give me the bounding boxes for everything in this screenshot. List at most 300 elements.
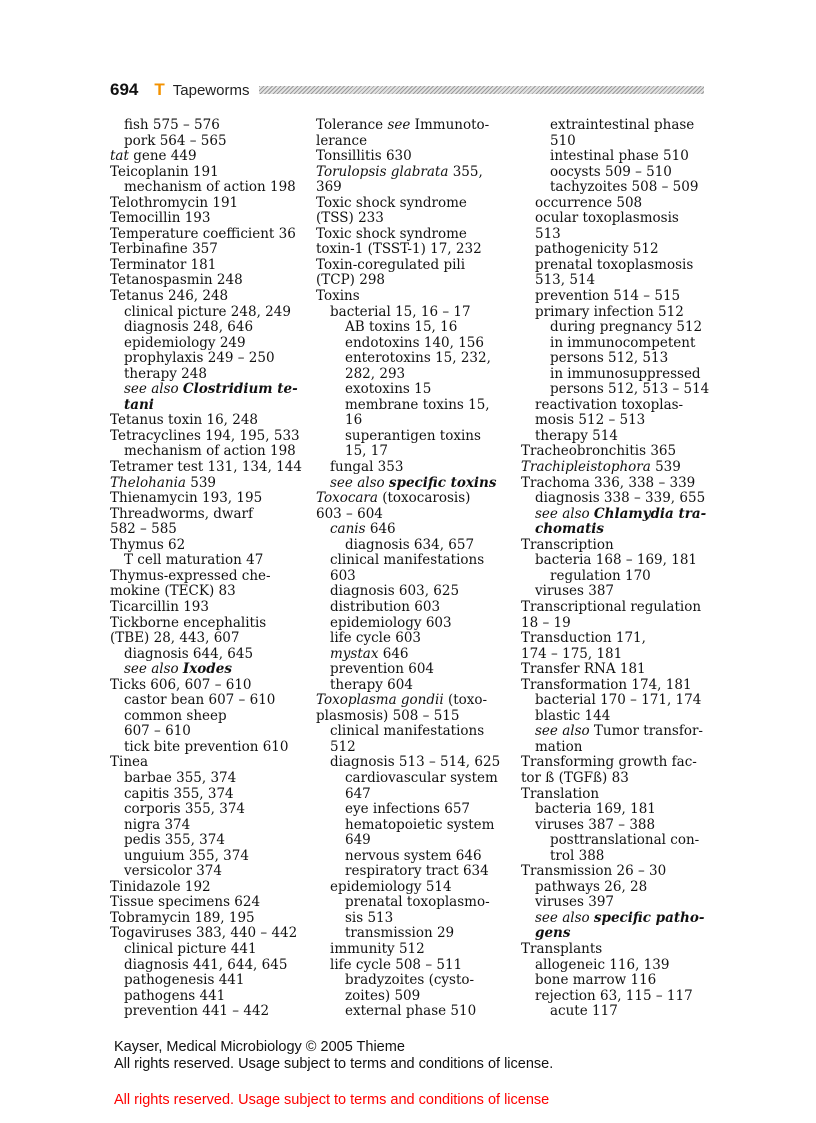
index-entry bbox=[316, 678, 500, 694]
index-entry-text: bone marrow 116 bbox=[535, 972, 657, 989]
index-entry-text: pedis 355, 374 bbox=[124, 832, 225, 849]
index-entry-text: Clostridium te- bbox=[182, 381, 298, 398]
index-entry-text: Tickborne encephalitis bbox=[110, 614, 267, 631]
index-entry bbox=[316, 149, 500, 165]
index-entry-text: prophylaxis 249 – 250 bbox=[124, 350, 275, 367]
index-entry bbox=[521, 553, 709, 569]
index-entry bbox=[316, 942, 500, 958]
index-entry bbox=[110, 864, 302, 880]
index-entry-text: prevention 604 bbox=[330, 661, 435, 678]
index-entry bbox=[316, 1004, 500, 1020]
index-entry bbox=[521, 724, 709, 740]
index-entry bbox=[521, 134, 709, 150]
index-entry bbox=[521, 336, 709, 352]
index-entry bbox=[316, 958, 500, 974]
index-entry-text: Tracheobronchitis 365 bbox=[521, 443, 677, 460]
index-entry-text: 646 bbox=[365, 521, 396, 538]
index-entry bbox=[110, 227, 302, 243]
index-entry bbox=[110, 709, 302, 725]
index-entry-text: 603 bbox=[330, 567, 356, 584]
index-entry-text: occurrence 508 bbox=[535, 194, 643, 211]
index-entry-text: ocular toxoplasmosis bbox=[535, 210, 679, 227]
index-entry-text: mation bbox=[535, 738, 583, 755]
index-entry-text: Transfer RNA 181 bbox=[521, 661, 646, 678]
index-entry bbox=[110, 444, 302, 460]
index-entry-text: Chlamydia tra- bbox=[593, 505, 707, 522]
index-entry bbox=[316, 429, 500, 445]
section-letter: T bbox=[154, 80, 165, 99]
index-entry bbox=[110, 491, 302, 507]
index-entry-text: rejection 63, 115 – 117 bbox=[535, 987, 693, 1004]
index-entry-text: Tetanus toxin 16, 248 bbox=[110, 412, 259, 429]
index-entry-text: canis bbox=[330, 521, 366, 538]
index-entry bbox=[521, 398, 709, 414]
index-entry-text: in immunosuppressed bbox=[550, 365, 701, 382]
index-entry bbox=[316, 351, 500, 367]
index-entry bbox=[316, 662, 500, 678]
index-entry-text: bacteria 168 – 169, 181 bbox=[535, 552, 697, 569]
index-entry bbox=[316, 600, 500, 616]
index-entry-text: mechanism of action 198 bbox=[124, 179, 296, 196]
index-entry-text: 582 – 585 bbox=[110, 521, 177, 538]
index-entry bbox=[110, 647, 302, 663]
index-entry bbox=[110, 616, 302, 632]
index-entry bbox=[110, 724, 302, 740]
index-entry-text: Tetanospasmin 248 bbox=[110, 272, 243, 289]
index-entry bbox=[110, 678, 302, 694]
index-entry bbox=[521, 958, 709, 974]
index-entry-text: plasmosis) 508 – 515 bbox=[316, 707, 460, 724]
index-entry-text: nervous system 646 bbox=[345, 847, 482, 864]
index-entry bbox=[316, 818, 500, 834]
index-entry bbox=[316, 538, 500, 554]
index-entry-text: Ixodes bbox=[182, 661, 232, 678]
index-entry bbox=[521, 507, 709, 523]
index-entry-text: barbae 355, 374 bbox=[124, 769, 237, 786]
index-entry bbox=[316, 926, 500, 942]
index-entry bbox=[316, 273, 500, 289]
index-entry-text: 607 – 610 bbox=[124, 723, 191, 740]
index-entry-text: fish 575 – 576 bbox=[124, 117, 220, 133]
index-entry-text: AB toxins 15, 16 bbox=[345, 319, 458, 336]
index-entry-text: immunity 512 bbox=[330, 940, 425, 957]
index-entry bbox=[316, 740, 500, 756]
index-entry bbox=[110, 413, 302, 429]
index-entry-text: see also bbox=[124, 661, 183, 678]
index-entry-text: pathogens 441 bbox=[124, 987, 226, 1004]
index-entry-text: 16 bbox=[345, 412, 363, 429]
index-entry-text: posttranslational con- bbox=[550, 832, 700, 849]
footer-line-2: All rights reserved. Usage subject to terms and conditions of license. bbox=[114, 1056, 554, 1072]
index-entry-text: 513 bbox=[535, 225, 561, 242]
index-entry-text: mokine (TECK) 83 bbox=[110, 583, 236, 600]
index-entry bbox=[110, 289, 302, 305]
index-entry bbox=[110, 553, 302, 569]
index-entry-text: Tinea bbox=[110, 754, 149, 771]
index-entry-text: mystax bbox=[330, 645, 379, 662]
index-entry-text: Tinidazole 192 bbox=[110, 878, 211, 895]
index-entry bbox=[110, 305, 302, 321]
index-entry-text: clinical picture 248, 249 bbox=[124, 303, 291, 320]
index-entry bbox=[521, 631, 709, 647]
index-entry bbox=[521, 242, 709, 258]
index-entry bbox=[316, 491, 500, 507]
index-entry-text: oocysts 509 – 510 bbox=[550, 163, 672, 180]
index-entry bbox=[110, 693, 302, 709]
index-entry-text: 539 bbox=[650, 459, 681, 476]
index-entry-text: 603 – 604 bbox=[316, 505, 383, 522]
index-entry-text: Transforming growth fac- bbox=[521, 754, 697, 771]
page-header bbox=[110, 79, 704, 101]
index-entry-text: viruses 397 bbox=[535, 894, 614, 911]
index-entry bbox=[521, 895, 709, 911]
index-entry bbox=[521, 911, 709, 927]
index-entry bbox=[110, 569, 302, 585]
index-entry-text: specific toxins bbox=[388, 474, 497, 491]
index-entry-text: exotoxins 15 bbox=[345, 381, 432, 398]
index-entry bbox=[316, 258, 500, 274]
index-entry bbox=[316, 755, 500, 771]
index-entry bbox=[316, 973, 500, 989]
index-entry-text: common sheep bbox=[124, 707, 227, 724]
index-entry bbox=[110, 320, 302, 336]
index-entry bbox=[316, 118, 500, 134]
index-entry-text: viruses 387 – 388 bbox=[535, 816, 656, 833]
index-entry bbox=[316, 631, 500, 647]
index-entry-text: Translation bbox=[521, 785, 600, 802]
page-number: 694 bbox=[110, 80, 139, 99]
index-entry bbox=[521, 864, 709, 880]
index-entry-text: 513, 514 bbox=[535, 272, 596, 289]
index-entry bbox=[521, 320, 709, 336]
index-entry-text: gene 449 bbox=[128, 148, 197, 165]
index-entry-text: toxin-1 (TSST-1) 17, 232 bbox=[316, 241, 482, 258]
index-entry-text: Terminator 181 bbox=[110, 256, 217, 273]
index-entry-text: clinical picture 441 bbox=[124, 940, 257, 957]
index-entry-text: pathogenesis 441 bbox=[124, 972, 245, 989]
index-entry-text: unguium 355, 374 bbox=[124, 847, 249, 864]
index-entry-text: Transmission 26 – 30 bbox=[521, 863, 667, 880]
index-entry-text: transmission 29 bbox=[345, 925, 455, 942]
index-entry bbox=[110, 973, 302, 989]
index-entry-text: Thymus-expressed che- bbox=[110, 567, 271, 584]
index-entry bbox=[110, 895, 302, 911]
index-entry bbox=[521, 351, 709, 367]
index-entry bbox=[110, 336, 302, 352]
index-entry-text: epidemiology 603 bbox=[330, 614, 452, 631]
index-entry-text: life cycle 508 – 511 bbox=[330, 956, 463, 973]
index-entry-text: Togaviruses 383, 440 – 442 bbox=[110, 925, 298, 942]
index-entry bbox=[521, 273, 709, 289]
index-entry-text: life cycle 603 bbox=[330, 630, 422, 647]
index-entry-text: endotoxins 140, 156 bbox=[345, 334, 484, 351]
index-entry bbox=[521, 802, 709, 818]
index-entry bbox=[521, 476, 709, 492]
index-entry-text: T cell maturation 47 bbox=[124, 552, 264, 569]
index-entry bbox=[316, 647, 500, 663]
index-entry bbox=[316, 134, 500, 150]
index-entry bbox=[110, 849, 302, 865]
index-entry bbox=[521, 755, 709, 771]
index-entry bbox=[316, 895, 500, 911]
index-entry-text: Toxins bbox=[316, 288, 360, 305]
index-entry bbox=[316, 989, 500, 1005]
index-entry-text: tachyzoites 508 – 509 bbox=[550, 179, 699, 196]
index-entry-text: see also bbox=[330, 474, 389, 491]
index-entry-text: tani bbox=[124, 396, 154, 413]
index-entry bbox=[316, 833, 500, 849]
index-entry-text: membrane toxins 15, bbox=[345, 396, 490, 413]
index-entry bbox=[521, 460, 709, 476]
index-entry-text: Toxoplasma gondii bbox=[316, 692, 444, 709]
index-entry-text: primary infection 512 bbox=[535, 303, 684, 320]
index-entry-text: diagnosis 441, 644, 645 bbox=[124, 956, 288, 973]
index-entry-text: viruses 387 bbox=[535, 583, 614, 600]
index-entry-text: cardiovascular system bbox=[345, 769, 498, 786]
index-entry bbox=[521, 305, 709, 321]
index-entry bbox=[521, 647, 709, 663]
index-entry-text: Immunoto- bbox=[410, 117, 490, 133]
index-entry-text: zoites) 509 bbox=[345, 987, 421, 1004]
index-entry bbox=[316, 196, 500, 212]
index-entry-text: Teicoplanin 191 bbox=[110, 163, 219, 180]
index-entry-text: Thienamycin 193, 195 bbox=[110, 490, 263, 507]
index-entry-text: Temocillin 193 bbox=[110, 210, 211, 227]
header-rule bbox=[259, 86, 704, 94]
index-entry bbox=[110, 833, 302, 849]
index-entry-text: distribution 603 bbox=[330, 598, 441, 615]
index-entry-text: extraintestinal phase bbox=[550, 117, 695, 133]
index-entry-text: Thymus 62 bbox=[110, 536, 186, 553]
index-entry bbox=[110, 787, 302, 803]
index-entry bbox=[316, 382, 500, 398]
index-entry bbox=[521, 678, 709, 694]
index-entry-text: bacteria 169, 181 bbox=[535, 801, 656, 818]
index-entry bbox=[110, 522, 302, 538]
index-entry bbox=[521, 771, 709, 787]
index-entry-text: during pregnancy 512 bbox=[550, 319, 703, 336]
index-entry bbox=[110, 476, 302, 492]
index-entry bbox=[110, 258, 302, 274]
index-entry bbox=[110, 165, 302, 181]
index-entry-text: mechanism of action 198 bbox=[124, 443, 296, 460]
index-entry bbox=[521, 926, 709, 942]
index-entry-text: 174 – 175, 181 bbox=[521, 645, 623, 662]
index-entry bbox=[521, 569, 709, 585]
index-entry bbox=[316, 165, 500, 181]
index-entry bbox=[110, 1004, 302, 1020]
index-entry-text: prenatal toxoplasmo- bbox=[345, 894, 490, 911]
index-entry-text: (TSS) 233 bbox=[316, 210, 384, 227]
index-entry-text: superantigen toxins bbox=[345, 427, 481, 444]
index-entry-text: pathogenicity 512 bbox=[535, 241, 659, 258]
index-entry-text: diagnosis 603, 625 bbox=[330, 583, 460, 600]
index-entry bbox=[521, 616, 709, 632]
index-entry-text: Tetracyclines 194, 195, 533 bbox=[110, 427, 300, 444]
index-entry-text: trol 388 bbox=[550, 847, 605, 864]
index-entry bbox=[110, 818, 302, 834]
index-entry-text: Transduction 171, bbox=[521, 630, 646, 647]
index-entry bbox=[521, 522, 709, 538]
index-entry bbox=[316, 305, 500, 321]
index-entry bbox=[521, 382, 709, 398]
index-entry bbox=[521, 538, 709, 554]
index-entry bbox=[110, 584, 302, 600]
index-entry-text: prevention 514 – 515 bbox=[535, 288, 681, 305]
copyright-footer bbox=[114, 1039, 553, 1073]
index-entry-text: tick bite prevention 610 bbox=[124, 738, 289, 755]
index-entry-text: Tetramer test 131, 134, 144 bbox=[110, 459, 302, 476]
index-entry bbox=[110, 989, 302, 1005]
index-entry bbox=[110, 196, 302, 212]
index-entry bbox=[110, 351, 302, 367]
index-entry-text: Ticarcillin 193 bbox=[110, 598, 209, 615]
index-entry-text: 539 bbox=[185, 474, 216, 491]
index-entry bbox=[110, 242, 302, 258]
index-entry-text: 512 bbox=[330, 738, 356, 755]
index-entry bbox=[521, 165, 709, 181]
index-column-3 bbox=[521, 118, 709, 1020]
index-entry bbox=[110, 149, 302, 165]
index-entry-text: therapy 604 bbox=[330, 676, 413, 693]
index-entry bbox=[521, 444, 709, 460]
index-entry-text: blastic 144 bbox=[535, 707, 611, 724]
index-entry-text: clinical manifestations bbox=[330, 552, 485, 569]
index-entry bbox=[110, 429, 302, 445]
index-entry-text: 355, bbox=[448, 163, 483, 180]
index-entry-text: 646 bbox=[378, 645, 409, 662]
index-entry bbox=[316, 553, 500, 569]
index-entry-text: corporis 355, 374 bbox=[124, 801, 246, 818]
index-entry-text: Transplants bbox=[521, 940, 603, 957]
index-entry-text: specific patho- bbox=[593, 909, 705, 926]
index-entry-text: Telothromycin 191 bbox=[110, 194, 239, 211]
footer-line-1: Kayser, Medical Microbiology © 2005 Thieme bbox=[114, 1039, 405, 1055]
index-entry bbox=[110, 926, 302, 942]
index-entry-text: diagnosis 248, 646 bbox=[124, 319, 254, 336]
index-entry bbox=[110, 880, 302, 896]
index-entry bbox=[521, 1004, 709, 1020]
index-entry-text: Tetanus 246, 248 bbox=[110, 288, 229, 305]
license-notice: All rights reserved. Usage subject to terms and conditions of license bbox=[114, 1092, 550, 1108]
index-entry-text: Transcription bbox=[521, 536, 614, 553]
index-entry-text: lerance bbox=[316, 132, 368, 149]
section-title: Tapeworms bbox=[172, 81, 250, 99]
index-entry bbox=[521, 149, 709, 165]
index-entry-text: (TBE) 28, 443, 607 bbox=[110, 630, 240, 647]
index-entry-text: sis 513 bbox=[345, 909, 394, 926]
index-entry bbox=[110, 211, 302, 227]
index-entry-text: pork 564 – 565 bbox=[124, 132, 227, 149]
index-entry bbox=[110, 367, 302, 383]
index-entry-text: diagnosis 513 – 514, 625 bbox=[330, 754, 501, 771]
index-entry-text: Toxic shock syndrome bbox=[316, 225, 467, 242]
index-entry bbox=[110, 538, 302, 554]
index-column-2 bbox=[316, 118, 500, 1020]
index-entry-text: tat bbox=[110, 148, 129, 165]
index-entry bbox=[316, 522, 500, 538]
index-entry-text: Tobramycin 189, 195 bbox=[110, 909, 255, 926]
index-entry bbox=[316, 507, 500, 523]
index-entry-text: 510 bbox=[550, 132, 576, 149]
index-entry bbox=[316, 367, 500, 383]
index-entry bbox=[316, 444, 500, 460]
index-entry bbox=[110, 740, 302, 756]
index-entry bbox=[316, 787, 500, 803]
index-entry bbox=[110, 771, 302, 787]
index-entry-text: Temperature coefficient 36 bbox=[110, 225, 296, 242]
index-entry bbox=[316, 227, 500, 243]
index-entry-text: Tissue specimens 624 bbox=[110, 894, 261, 911]
index-entry-text: Thelohania bbox=[110, 474, 186, 491]
index-entry-text: intestinal phase 510 bbox=[550, 148, 689, 165]
index-entry bbox=[521, 740, 709, 756]
index-entry-text: bradyzoites (cysto- bbox=[345, 972, 475, 989]
index-entry-text: see bbox=[387, 117, 411, 133]
index-entry bbox=[110, 755, 302, 771]
index-entry-text: epidemiology 514 bbox=[330, 878, 452, 895]
index-entry-text: 649 bbox=[345, 832, 371, 849]
index-entry-text: (toxo- bbox=[443, 692, 488, 709]
index-entry bbox=[110, 398, 302, 414]
index-entry bbox=[316, 211, 500, 227]
index-entry-text: Tonsillitis 630 bbox=[316, 148, 412, 165]
index-entry bbox=[521, 693, 709, 709]
index-entry-text: 647 bbox=[345, 785, 371, 802]
index-entry bbox=[316, 398, 500, 414]
index-entry bbox=[521, 880, 709, 896]
index-entry bbox=[110, 382, 302, 398]
index-entry bbox=[521, 258, 709, 274]
index-entry-text: persons 512, 513 – 514 bbox=[550, 381, 710, 398]
index-entry bbox=[521, 211, 709, 227]
index-entry bbox=[316, 616, 500, 632]
index-entry-text: mosis 512 – 513 bbox=[535, 412, 646, 429]
index-entry-text: Transcriptional regulation bbox=[521, 598, 702, 615]
index-entry bbox=[521, 787, 709, 803]
index-entry bbox=[521, 289, 709, 305]
index-entry bbox=[316, 724, 500, 740]
index-entry bbox=[316, 693, 500, 709]
index-entry bbox=[521, 662, 709, 678]
index-entry bbox=[316, 911, 500, 927]
index-entry-text: capitis 355, 374 bbox=[124, 785, 234, 802]
index-entry-text: Toxin-coregulated pili bbox=[316, 256, 466, 273]
index-entry-text: Terbinafine 357 bbox=[110, 241, 218, 258]
index-entry-text: hematopoietic system bbox=[345, 816, 495, 833]
index-entry bbox=[110, 942, 302, 958]
index-entry-text: see also bbox=[535, 505, 594, 522]
index-entry-text: external phase 510 bbox=[345, 1003, 477, 1020]
index-entry bbox=[316, 180, 500, 196]
index-entry bbox=[110, 631, 302, 647]
index-entry bbox=[316, 413, 500, 429]
index-entry-text: chomatis bbox=[535, 521, 605, 538]
index-entry bbox=[316, 771, 500, 787]
index-entry-text: prenatal toxoplasmosis bbox=[535, 256, 694, 273]
index-entry-text: tor ß (TGFß) 83 bbox=[521, 769, 629, 786]
index-entry bbox=[110, 911, 302, 927]
index-entry-text: versicolor 374 bbox=[124, 863, 222, 880]
index-entry bbox=[521, 118, 709, 134]
index-entry-text: see also bbox=[535, 909, 594, 926]
index-entry-text: allogeneic 116, 139 bbox=[535, 956, 670, 973]
index-entry-text: Ticks 606, 607 – 610 bbox=[110, 676, 252, 693]
index-entry bbox=[316, 289, 500, 305]
index-entry-text: nigra 374 bbox=[124, 816, 191, 833]
index-entry-text: reactivation toxoplas- bbox=[535, 396, 684, 413]
index-entry-text: diagnosis 634, 657 bbox=[345, 536, 475, 553]
